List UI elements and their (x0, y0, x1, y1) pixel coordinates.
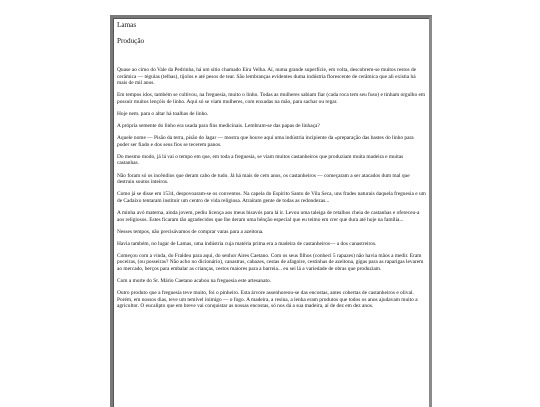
paragraph: Havia também, no lugar de Lamas, uma indústria cuja matéria prima era a madeira de castanheiros— a dos canastreiros. (117, 240, 377, 247)
document-content (113, 18, 429, 310)
paragraph: A própria semente do linho era usada para fins medicinais. Lembram-se das papas de linhaça? (117, 123, 320, 130)
document-frame (110, 15, 432, 407)
document-subtitle: Produção (117, 37, 145, 45)
paragraph: Outro produto que a freguesia teve muito, foi o pinheiro. Esta árvore assenhoreou-se das encostas, antes cobertas de castanheiros e olival. Porém, em nossos dias, teve um temível inimigo — o fogo. A madeira, a resina, a lenha eram produtos que todos os anos ajudavam muito a agricultor. O eucalipto que em breve vai conquistar as nossas encostas, só nos dá a sua madeira, aí de dez em dez anos. (117, 290, 418, 310)
paragraph: Do mesmo modo, já lá vai o tempo em que, em toda a freguesia, se viam muitos castanheiros que produziam muita madeira e muitas castanhas. (117, 153, 404, 167)
paragraph: Com a morte do Sr. Mário Caetano acabou na freguesia este artesanato. (117, 278, 272, 285)
paragraph: Começou com a vinda, do Fraldeu para aqui, do senhor Aires Caetano. Com os seus filhos (conheci 5 rapazes) não havia mãos a medir. Eram poceiras, (ou posseiras? Não acho no dicionário), canastras, cabazes, cestas de afagoire, cestinhas de azeitona, gigas para as raparigas levarem ao mercado, berços para embalar as crianças, cestos maiores para a barreia... eu sei lá a variedade de obras que produziam. (117, 252, 424, 272)
paragraph: Quase ao cimo do Vale da Pedrinha, há um sítio chamado Eira Velha. Aí, numa grande superfície, em volta, descobrem-se muitos restos de cerâmica — tégulas (telhas), tijolos e até pesos de tear. São lembranças evidentes duma indústria florescente de cerâmica que ali existia há mais de mil anos. (117, 67, 417, 87)
paragraph: A minha avó materna, ainda jovem, pediu licença aos meus bisavós para lá ir. Levou uma taleiga de retalhos cheia de castanhas e ofereceu-a aos religiosos. Estes ficaram tão agradecidos que lhe deram uma bênção especial que eu teimo em crer que dura até hoje na família... (117, 209, 420, 223)
paragraph: Hoje nem. para o altar há toalhas de linho. (117, 110, 209, 117)
paragraph: Como já se disse em 1534, despovoaram-se os conventos. Na capela do Espírito Santo de Vila Seca, uns frades naturais daquela freguesia e um de Cadaixo tentaram instituir um centro de vida religiosa. Atraíram gente de todas as redondezas... (117, 191, 426, 204)
paragraph: Aquele nome — Pisão da terra, pisão do lagar — mostra que houve aqui uma indústria incipiente da «preparação das bastes do linho para poder ser fiado e dos seus fios se tecerem panos. (117, 135, 414, 148)
document-title: Lamas (117, 21, 137, 29)
paragraph: Nesses tempos, não precisávamos de comprar varas para a azeitona. (117, 228, 264, 235)
paragraph: Não foram só os incêndios que deram cabo de tudo. Já há mais de cem anos, os castanheiros — começaram a ser atacados dum mal que destruiu soutos inteiros. (117, 172, 410, 186)
spacer (117, 53, 426, 67)
paragraph: Em tempos idos, também se cultivou, na freguesia, muito o linho. Todas as mulheres sabiam fiar (cada roca tem seu fuso) e tinham orgulho em possuir muitos lençóis de linho. Aqui só se viam mulheres, com enxadas na mão, para sachar ou regar. (117, 92, 426, 105)
